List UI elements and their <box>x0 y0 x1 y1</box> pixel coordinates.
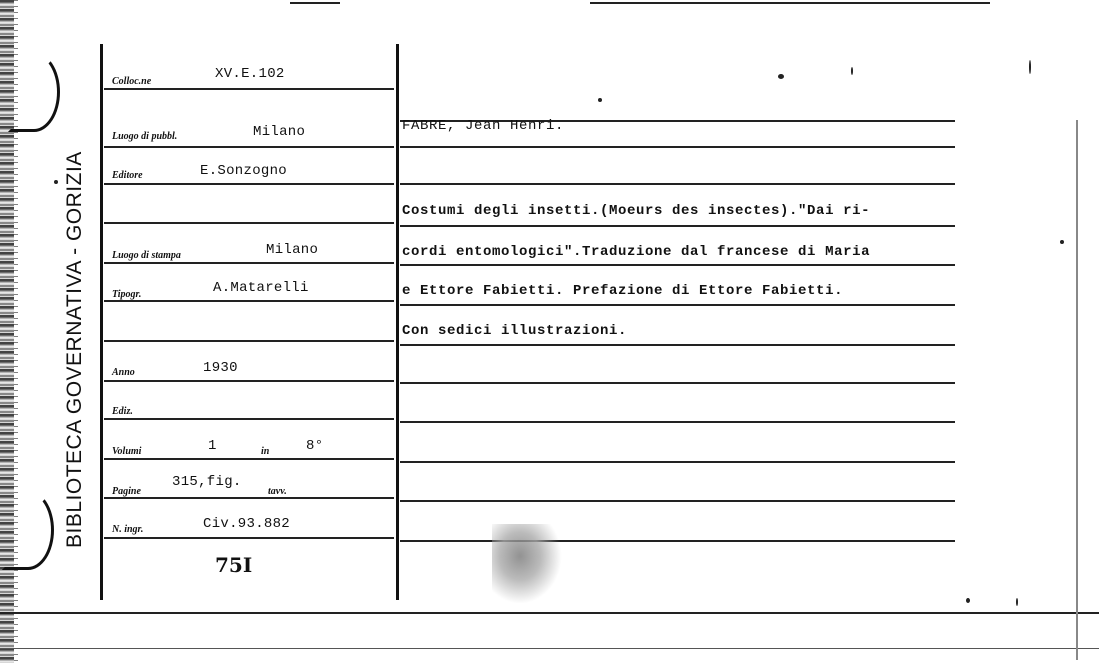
speck <box>54 180 58 184</box>
luogo-pubbl-label: Luogo di pubbl. <box>112 131 178 142</box>
speck <box>1060 240 1064 244</box>
speck <box>778 74 784 79</box>
row-line <box>104 88 394 90</box>
row-line <box>400 225 955 227</box>
author-heading: FABRE, Jean Henri. <box>402 118 565 134</box>
volumi-label: Volumi <box>112 446 142 457</box>
row-line <box>400 421 955 423</box>
volumi-value: 1 <box>208 438 217 454</box>
description-line-1: Costumi degli insetti.(Moeurs des insectes)."Dai ri- <box>402 203 871 219</box>
row-line <box>104 146 394 148</box>
collocazione-label: Colloc.ne <box>112 76 152 87</box>
row-line <box>104 418 394 420</box>
collocazione-value: XV.E.102 <box>215 66 285 82</box>
row-line <box>104 222 394 224</box>
luogo-stampa-value: Milano <box>266 242 319 258</box>
formato-value: 8° <box>306 438 324 454</box>
n-ingr-label: N. ingr. <box>112 524 144 535</box>
tipogr-value: A.Matarelli <box>213 280 309 296</box>
row-line <box>104 497 394 499</box>
row-line <box>400 382 955 384</box>
speck <box>966 598 970 603</box>
luogo-pubbl-value: Milano <box>253 124 306 140</box>
row-line <box>400 500 955 502</box>
edizione-label: Ediz. <box>112 406 133 417</box>
speck <box>851 67 853 75</box>
card-bottom-edge <box>0 612 1099 614</box>
pagine-label: Pagine <box>112 486 141 497</box>
anno-label: Anno <box>112 367 135 378</box>
speck <box>1029 60 1031 74</box>
handwritten-number: 75I <box>215 553 253 577</box>
tipogr-label: Tipogr. <box>112 289 142 300</box>
description-line-2: cordi entomologici".Traduzione dal francese di Maria <box>402 244 871 260</box>
speck <box>598 98 602 102</box>
card-lower-edge <box>0 648 1099 649</box>
row-line <box>400 304 955 306</box>
row-line <box>400 461 955 463</box>
formato-label: in <box>261 446 270 457</box>
left-margin-line <box>100 44 103 600</box>
row-line <box>104 262 394 264</box>
row-line <box>104 380 394 382</box>
row-line <box>104 458 394 460</box>
row-line <box>104 340 394 342</box>
row-line <box>400 146 955 148</box>
ink-smudge <box>492 524 562 604</box>
library-stamp: BIBLIOTECA GOVERNATIVA - GORIZIA <box>63 151 86 548</box>
speck <box>1016 598 1018 606</box>
row-line <box>104 183 394 185</box>
scan-mark-top <box>290 2 340 4</box>
description-line-3: e Ettore Fabietti. Prefazione di Ettore Fabietti. <box>402 283 844 299</box>
scan-mark-top-right <box>590 2 990 4</box>
pagine-value: 315,fig. <box>172 474 242 490</box>
scan-right-edge <box>1076 120 1078 660</box>
row-line <box>400 540 955 542</box>
row-line <box>104 537 394 539</box>
tavole-label: tavv. <box>268 486 287 497</box>
punch-hole-bottom <box>2 490 54 570</box>
luogo-stampa-label: Luogo di stampa <box>112 250 181 261</box>
editore-label: Editore <box>112 170 143 181</box>
anno-value: 1930 <box>203 360 238 376</box>
punch-hole-top <box>8 52 60 132</box>
row-line <box>104 300 394 302</box>
n-ingr-value: Civ.93.882 <box>203 516 291 532</box>
row-line <box>400 264 955 266</box>
row-line <box>400 183 955 185</box>
editore-value: E.Sonzogno <box>200 163 288 179</box>
center-divider-line <box>396 44 399 600</box>
description-line-4: Con sedici illustrazioni. <box>402 323 628 339</box>
row-line <box>400 344 955 346</box>
